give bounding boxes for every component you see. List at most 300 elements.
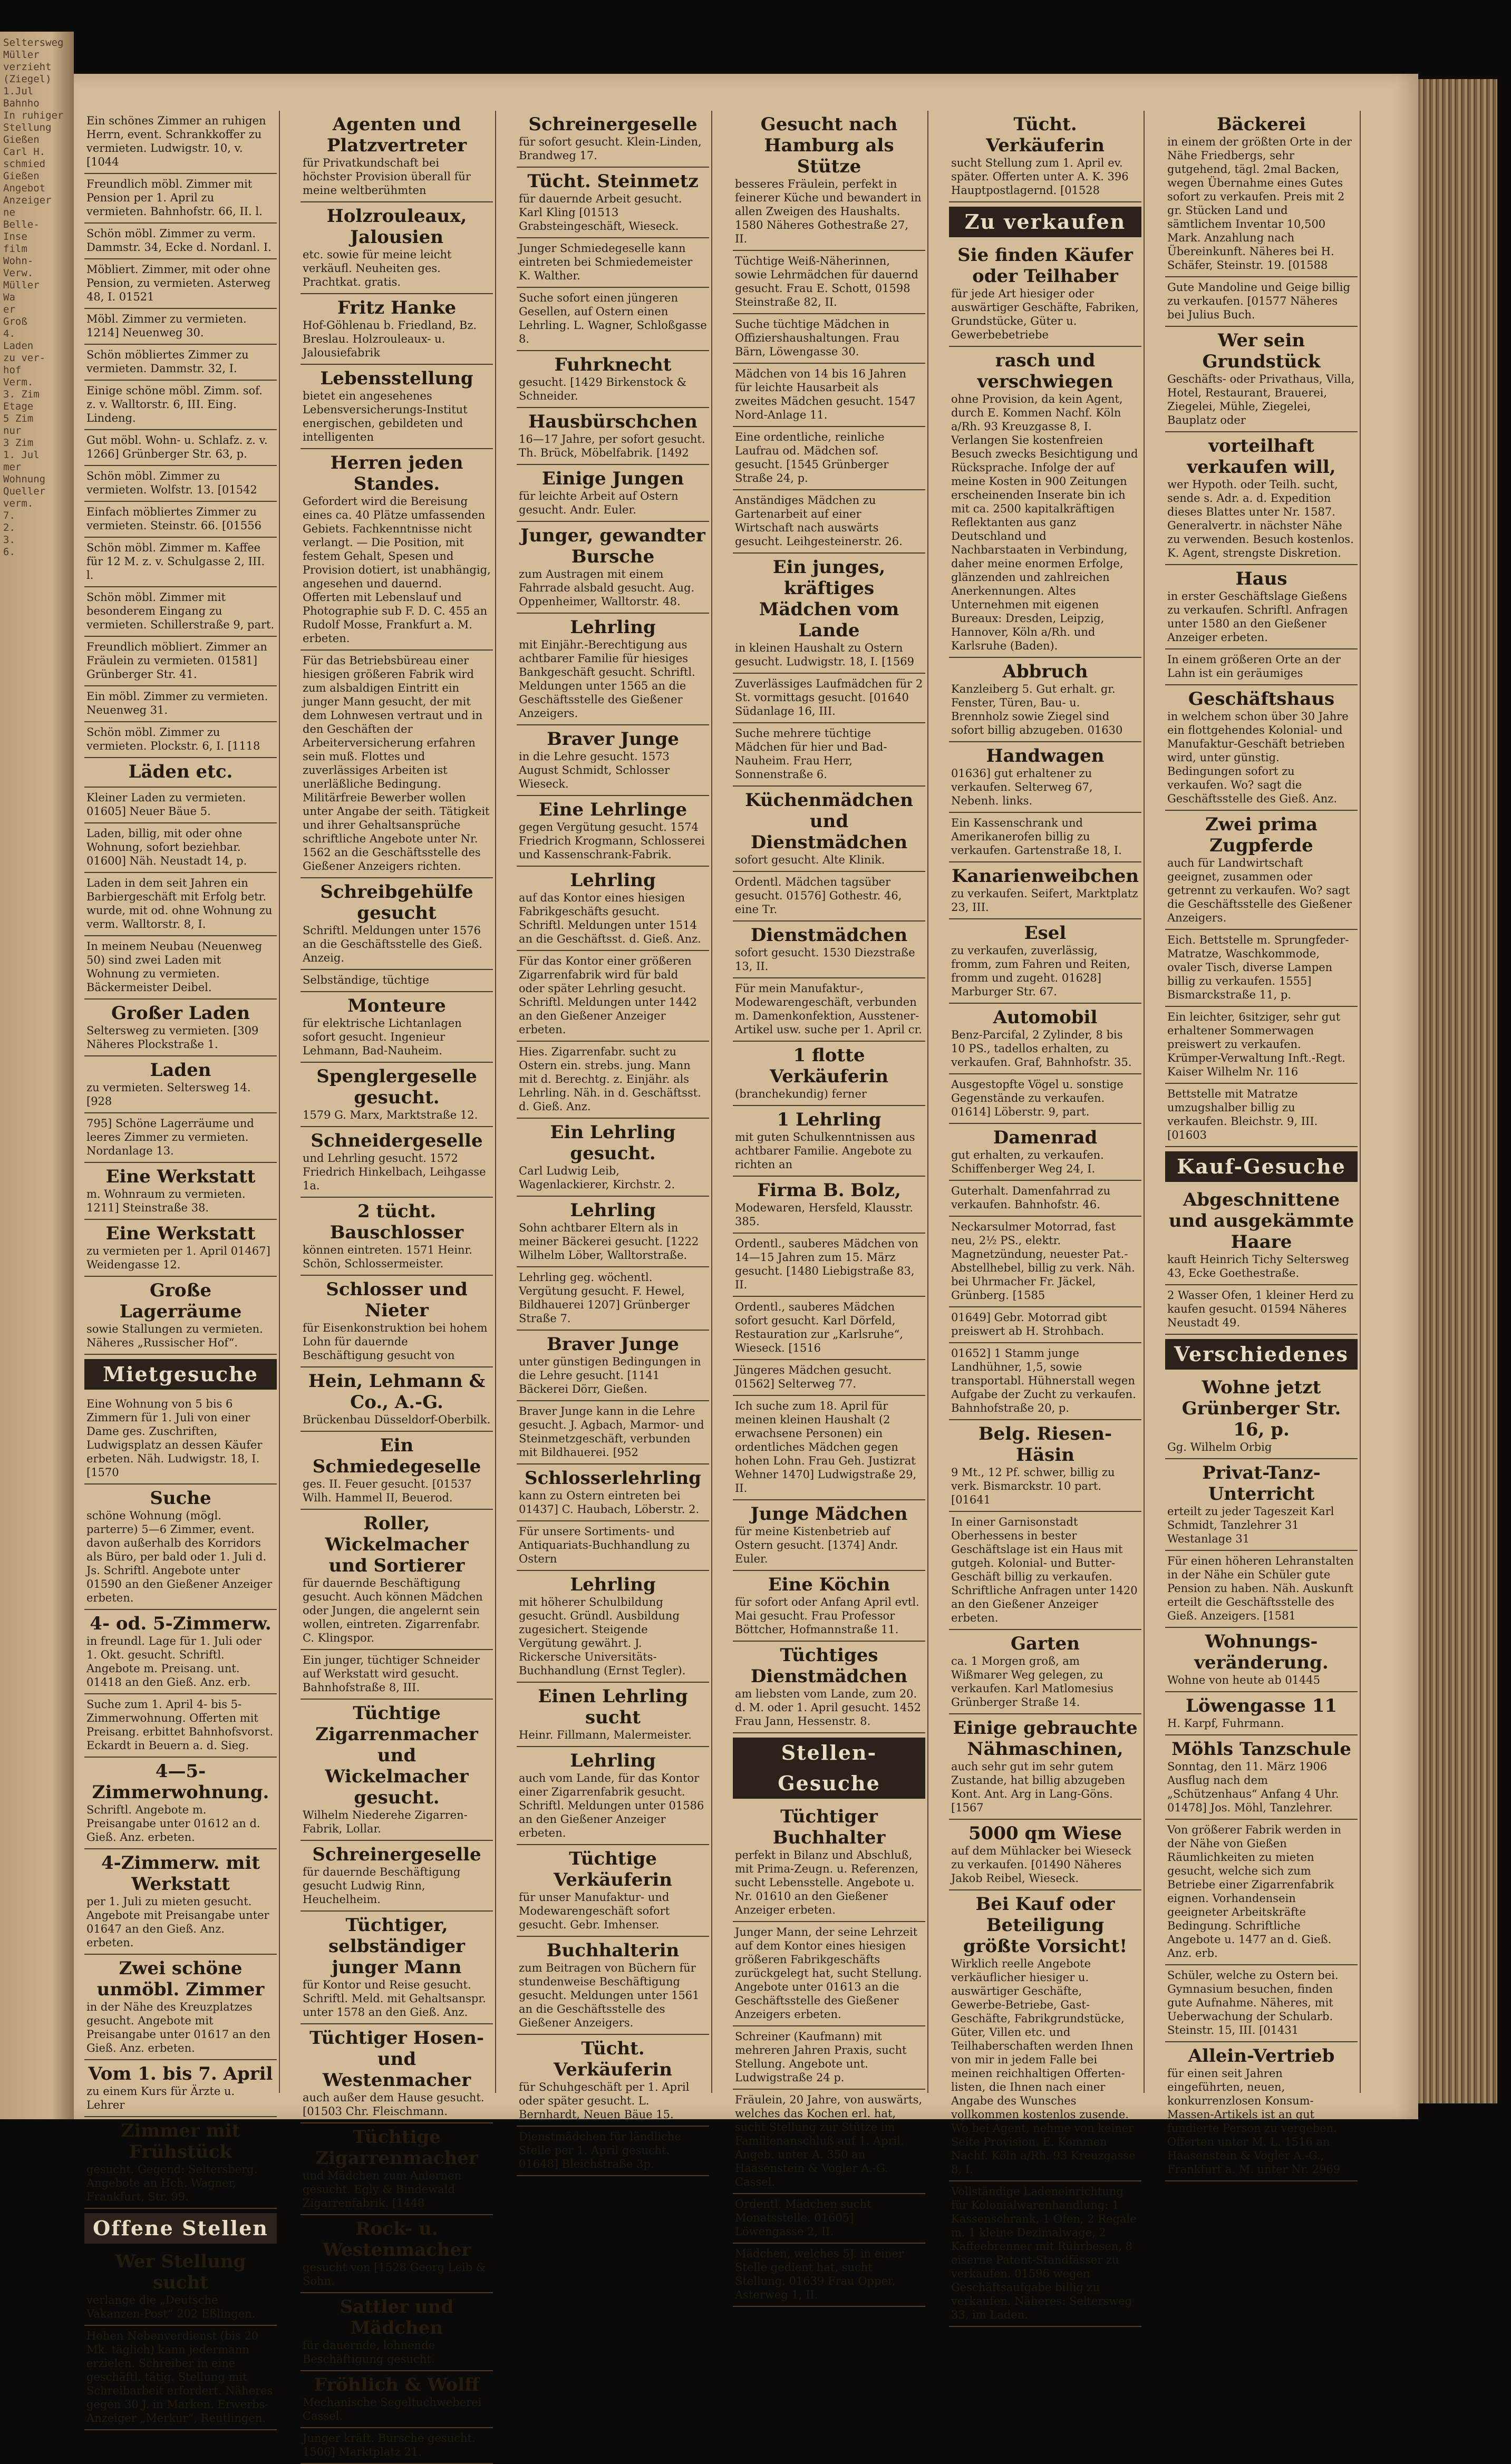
ad-headline: Lehrling [570,870,656,891]
classified-ad [949,1074,1141,1124]
previous-page-edge [0,32,74,2119]
ad-text: Benz-Parcifal, 2 Zylinder, 8 bis 10 PS., tadellos erhalten, zu verkaufen. Graf, Bahnhofstr. 35. [951,1029,1132,1069]
classified-ad [733,872,925,921]
ad-text: zu vermieten. Seltersweg 14. [928 [86,1081,251,1108]
ad-headline: Tücht. Steinmetz [527,171,699,192]
ad-headline: Schneidergeselle [311,1130,483,1151]
ad-text: Eich. Bettstelle m. Sprungfeder-Matratze, Waschkommode, ovaler Tisch, diverse Lampen billig zu verkaufen. 1555] Bismarckstraße 11, p. [1167,934,1349,1001]
ad-headline: Damenrad [993,1127,1098,1148]
classified-ad [301,1367,493,1432]
ad-text: mit Einjähr.-Berechtigung aus achtbarer Familie für hiesiges Bankgeschäft gesucht. Schriftl. Meldungen unter 1565 an die Geschäftsstelle des Gießener Anzeigers. [519,638,695,720]
ad-headline: Laden [150,1060,211,1081]
ad-headline: 5000 qm Wiese [968,1823,1122,1844]
classified-ad [1165,685,1358,811]
ad-headline: Einige gebrauchte Nähmaschinen, [953,1718,1138,1760]
classified-ad [949,1630,1141,1714]
classified-ad [1165,432,1358,565]
ad-headline: Zwei schöne unmöbl. Zimmer [96,1958,265,2000]
ad-text: Sohn achtbarer Eltern als in meiner Bäckerei gesucht. [1222 Wilhelm Löber, Walltorstraße. [519,1221,699,1262]
ad-text: Junger kräft. Bursche gesucht. 1506] Marktplatz 21. [303,2432,476,2458]
ad-headline: Firma B. Bolz, [757,1180,901,1201]
classified-ad [84,538,277,587]
classified-ad [517,2127,709,2176]
ad-text: Mädchen von 14 bis 16 Jahren für leichte Hausarbeit als zweites Mädchen gesucht. 1547 Nord-Anlage 11. [735,367,916,421]
classified-ad [84,2326,277,2430]
classified-ad [301,1127,493,1198]
classified-ad [517,1267,709,1331]
ad-headline: Tüchtiges Dienstmädchen [750,1645,908,1687]
classified-ad [517,1119,709,1197]
column-5 [949,111,1141,2321]
ad-headline: Großer Laden [111,1003,250,1024]
ad-text: für Schuhgeschäft per 1. April oder später gesucht. L. Bernhardt, Neuen Bäue 15. [519,2081,690,2121]
classified-ad [517,1331,709,1401]
ad-text: Von größerer Fabrik werden in der Nähe von Gießen Räumlichkeiten zu mieten gesucht, welche sich zum Betriebe einer Zigarrenfabrik eignen. Vorhandensein geeigneter Arbeitskräfte Bedingung. Schriftliche Angebote u. 1477 an d. Gieß. Anz. erb. [1167,1823,1341,1959]
classified-ad [1165,1820,1358,1965]
classified-ad [301,1276,493,1367]
classified-ad [84,722,277,758]
ad-headline: Einige Jungen [541,468,684,489]
classified-ad [84,1758,277,1849]
ad-text: Guterhalt. Damenfahrrad zu verkaufen. Bahnhofstr. 46. [951,1185,1111,1211]
ad-text: Junger Mann, der seine Lehrzeit auf dem Kontor eines hiesigen größeren Fabrikgeschäfts zurückgelegt hat, sucht Stellung. Angebote unter 01613 an die Geschäftsstelle des Gießener Anzeigers erbeten. [735,1926,922,2021]
section-banner: Stellen-Gesuche [733,1738,925,1799]
ad-headline: Sie finden Käufer oder Teilhaber [957,245,1133,287]
ad-text: für einen seit Jahren eingeführten, neuen, konkurrenzlosen Konsum-Massen-Artikels ist an gut fundierte Person zu vergeben. Offerten unter M. L. 1516 an Haasenstein & Vogler A.-G., Frankfurt a. M. unter Nr. 2969 [1167,2067,1341,2176]
ad-text: Möbliert. Zimmer, mit oder ohne Pension, zu vermieten. Asterweg 48, I. 01521 [86,263,271,303]
classified-ad [84,224,277,259]
ad-headline: Schlosser und Nieter [326,1279,468,1321]
ad-headline: Automobil [993,1007,1098,1028]
classified-ad [949,1714,1141,1820]
ad-text: Schön möbl. Zimmer mit besonderem Eingang zu vermieten. Schillerstraße 9, part. [86,591,275,631]
ad-text: ges. II. Feuer gesucht. [01537 Wilh. Hammel II, Beuerod. [303,1478,472,1504]
classified-ad [1165,111,1358,277]
ad-text: kauft Heinrich Tichy Seltersweg 43, Ecke Goethestraße. [1167,1253,1349,1279]
ad-headline: Roller, Wickelmacher und Sortierer [325,1513,469,1576]
ad-text: Hohen Nebenverdienst (bis 20 Mk. täglich) kann jedermann erzielen. Schreiber in eine geschäftl. tätig. Stellung mit Schreibarbeit erfordert. Näheres gegen 30 J. in Marken. Erwerbs-Anzeiger „Merkur“, Reutlingen. [86,2330,273,2424]
ad-text: sucht Stellung zum 1. April ev. später. Offerten unter A. K. 396 Hauptpostlagernd. [01528 [951,157,1129,197]
classified-ad [1165,277,1358,327]
section-banner: Kauf-Gesuche [1165,1151,1358,1182]
ad-headline: Tüchtiger Buchhalter [772,1806,886,1848]
ad-headline: Lebensstellung [320,368,473,389]
classified-ad [949,742,1141,813]
ad-text: Brückenbau Düsseldorf-Oberbilk. [303,1413,491,1426]
classified-ad [517,465,709,522]
classified-ad [84,111,277,174]
ad-text: Schriftl. Angebote m. Preisangabe unter 01612 an d. Gieß. Anz. erbeten. [86,1803,260,1844]
classified-ad [733,2194,925,2244]
ad-text: Ein schönes Zimmer an ruhigen Herrn, event. Schrankkoffer zu vermieten. Ludwigstr. 10, v. [1044 [86,114,266,168]
section-banner: Mietgesuche [84,1359,277,1390]
ad-text: Ordentl. Mädchen tagsüber gesucht. 01576] Gothestr. 46, eine Tr. [735,876,902,916]
ad-text: und Lehrling gesucht. 1572 Friedrich Hinkelbach, Leihgasse 1a. [303,1152,486,1192]
classified-ad [949,241,1141,347]
classified-ad [517,1197,709,1267]
ad-text: Selbständige, tüchtige [303,974,429,986]
ad-text: etc. sowie für meine leicht verkäufl. Neuheiten ges. Prachtkat. gratis. [303,248,452,288]
ad-text: Schüler, welche zu Ostern bei. Gymnasium besuchen, finden gute Aufnahme. Näheres, mit Ueberwachung der Schularb. Steinstr. 15, III. [01431 [1167,1969,1339,2036]
classified-ad [733,723,925,787]
classified-ad [733,111,925,251]
ad-text: Laden, billig, mit oder ohne Wohnung, sofort beziehbar. 01600] Näh. Neustadt 14, p. [86,827,247,867]
ad-headline: Braver Junge [547,1334,679,1355]
ad-text: mit höherer Schulbildung gesucht. Gründl. Ausbildung zugesichert. Steigende Vergütung gewährt. J. Rickersche Universitäts-Buchhandlung (Ernst Tegler). [519,1596,686,1677]
ad-text: m. Wohnraum zu vermieten. 1211] Steinstraße 38. [86,1188,246,1214]
classified-ad [733,2090,925,2194]
ad-headline: rasch und verschwiegen [977,350,1113,392]
classified-ad [517,168,709,238]
classified-ad [517,288,709,351]
classified-ad [301,111,493,202]
classified-ad [301,365,493,449]
ad-headline: Braver Junge [547,729,679,750]
ad-headline: 4-Zimmerw. mit Werkstatt [101,1852,260,1895]
ad-text: Seltersweg zu vermieten. [309 Näheres Plockstraße 1. [86,1024,259,1051]
classified-ad [949,1004,1141,1074]
ad-text: In meinem Neubau (Neuenweg 50) sind zwei Laden mit Wohnung zu vermieten. Bäckermeister Deibel. [86,940,262,994]
ad-headline: Zimmer mit Frühstück [121,2120,240,2162]
ad-text: für jede Art hiesiger oder auswärtiger Geschäfte, Fabriken, Grundstücke, Güter u. Gewerbebetriebe [951,287,1139,341]
ad-text: Suche sofort einen jüngeren Gesellen, auf Ostern einen Lehrling. L. Wagner, Schloßgasse 8. [519,292,707,345]
ad-text: Freundlich möbl. Zimmer mit Pension per 1. April zu vermieten. Bahnhofstr. 66, II. l. [86,178,263,218]
classified-ad [84,2248,277,2326]
ad-text: Einfach möbliertes Zimmer zu vermieten. Steinstr. 66. [01556 [86,506,261,532]
ad-text: wer Hypoth. oder Teilh. sucht, sende s. Adr. a. d. Expedition dieses Blattes unter Nr. 1587. Generalvertr. in nächster Nähe zu verwenden. Besuch kostenlos. K. Agent, strengste Diskretion. [1167,478,1354,559]
ad-text: Schriftl. Meldungen unter 1576 an die Geschäftsstelle des Gieß. Anzeig. [303,924,482,964]
ad-text: unter günstigen Bedingungen in die Lehre gesucht. [1141 Bäckerei Dörr, Gießen. [519,1355,701,1395]
classified-ad [517,1747,709,1845]
ad-text: In einem größeren Orte an der Lahn ist ein geräumiges [1167,653,1341,680]
classified-ad [733,2244,925,2307]
ad-headline: Große Lagerräume [119,1280,242,1322]
ad-text: Kanzleiberg 5. Gut erhalt. gr. Fenster, Türen, Bau- u. Brennholz sowie Ziegel sind sofort billig abzugeben. 01630 [951,683,1123,736]
classified-ad [1165,1459,1358,1551]
ad-text: auch außer dem Hause gesucht. [01503 Chr. Fleischmann. [303,2091,485,2118]
ad-headline: Kanarienweibchen [952,866,1139,887]
ad-headline: Lehrling [570,1574,656,1595]
classified-ad [517,111,709,168]
ad-headline: Spenglergeselle gesucht. [316,1066,477,1108]
classified-ad [517,522,709,614]
ad-text: 2 Wasser Ofen, 1 kleiner Herd zu kaufen gesucht. 01594 Näheres Neustadt 49. [1167,1289,1354,1329]
classified-ad [84,1113,277,1163]
ad-headline: Garten [1010,1633,1080,1654]
ad-headline: Wer Stellung sucht [115,2251,246,2293]
classified-ad [84,686,277,722]
ad-text: Schön möbl. Zimmer m. Kaffee für 12 M. z. v. Schulgasse 2, III. l. [86,541,265,581]
ad-headline: Suche [150,1488,211,1509]
ad-text: auf das Kontor eines hiesigen Fabrikgeschäfts gesucht. Schriftl. Meldungen unter 1514 an die Geschäftsst. d. Gieß. Anz. [519,891,701,945]
ad-headline: Ein Schmiedegeselle [312,1435,481,1477]
section-banner: Zu verkaufen [949,207,1141,237]
classified-ad [301,992,493,1063]
ad-text: Schön möbliertes Zimmer zu vermieten. Dammstr. 32, I. [86,348,249,375]
classified-ad [301,1700,493,1841]
classified-ad [517,614,709,725]
classified-ad [1165,327,1358,432]
ad-headline: Hausbürschchen [528,411,698,432]
classified-ad [733,554,925,674]
classified-ad [301,2428,493,2464]
classified-ad [84,873,277,936]
classified-ad [1165,1735,1358,1820]
ad-text: Laden in dem seit Jahren ein Barbiergeschäft mit Erfolg betr. wurde, mit od. ohne Wohnung zu verm. Walltorstr. 8, I. [86,877,273,930]
ad-text: sowie Stallungen zu vermieten. Näheres „Russischer Hof“. [86,1323,263,1349]
classified-ad [301,970,493,992]
classified-ad [733,1177,925,1234]
ad-text: In einer Garnisonstadt Oberhessens in bester Geschäftslage ist ein Haus mit gutgeh. Kolonial- und Butter-Geschäft billig zu verkaufen. Schriftliche Anfragen unter 1420 an den Gießener Anzeiger erbeten. [951,1516,1138,1624]
classified-ad [1165,649,1358,685]
previous-page-fragments: Seltersweg Müller verzieht (Ziegel) 1.Jul Bahnho In ruhiger Stellung Gießen Carl H. schmied Gießen Angebot Anzeiger ne Belle- Inse film Wohn- Verw. Müller Wa er Groß 4. Laden zu ver- hof Verm. 3. Zim Etage 5 Zim nur 3 Zim 1. Jul mer Wohnung Queller verm. 7. 2. 3. 6. [3,37,64,558]
classified-ad [733,1106,925,1177]
ad-headline: Tüchtige Verkäuferin [554,1848,672,1890]
ad-text: Modewaren, Hersfeld, Klausstr. 385. [735,1201,913,1228]
ad-text: Ein möbl. Zimmer zu vermieten. Neuenweg 31. [86,690,268,716]
classified-ad [1165,1692,1358,1735]
ad-text: Gute Mandoline und Geige billig zu verkaufen. [01577 Näheres bei Julius Buch. [1167,281,1350,321]
ad-headline: Buchhalterin [546,1940,680,1961]
ad-text: Kleiner Laden zu vermieten. 01605] Neuer Bäue 5. [86,791,246,818]
classified-ad [949,1890,1141,2181]
ad-text: für dauernde Arbeit gesucht. Karl Kling [01513 Grabsteingeschäft, Wieseck. [519,192,682,232]
classified-ad [733,674,925,723]
classified-ad [949,813,1141,862]
ad-headline: Privat-Tanz-Unterricht [1202,1462,1321,1505]
ad-text: gesucht von [1528 Georg Leib & Sohn. [303,2261,486,2287]
classified-ad [949,1181,1141,1217]
ad-text: für leichte Arbeit auf Ostern gesucht. Andr. Euler. [519,490,679,516]
ad-text: Braver Junge kann in die Lehre gesucht. J. Agbach, Marmor- und Steinmetzgeschäft, verbunden mit Bildhauerei. [952 [519,1405,704,1459]
classified-ad [949,1217,1141,1307]
ad-text: für dauernde Beschäftigung gesucht Ludwig Rinn, Heuchelheim. [303,1866,461,1906]
ad-text: Schön möbl. Zimmer zu vermieten. Plockstr. 6, I. [1118 [86,726,260,752]
ad-text: für sofort oder Anfang April evtl. Mai gesucht. Frau Professor Böttcher, Hofmannstraße 11. [735,1596,919,1636]
ad-headline: Sattler und Mädchen [340,2296,454,2339]
ad-text: Ordentl., sauberes Mädchen von 14—15 Jahren zum 15. März gesucht. [1480 Liebigstraße 83, II. [735,1237,918,1291]
classified-ad [733,1297,925,1360]
ad-text: zum Beitragen von Büchern für stundenweise Beschäftigung gesucht. Meldungen unter 1561 an die Geschäftsstelle des Gießener Anzeigers. [519,1962,700,2029]
classified-ad [84,1394,277,1485]
ad-headline: Abbruch [1002,661,1088,682]
ad-text: 16—17 Jahre, per sofort gesucht. Th. Brück, Möbelfabrik. [1492 [519,433,705,459]
ad-text: Eine Wohnung von 5 bis 6 Zimmern für 1. Juli von einer Dame ges. Zuschriften, Ludwigsplatz an dessen Käufer erbeten. Näh. Ludwigstr. 18, I. [1570 [86,1398,263,1479]
classified-ad [84,1849,277,1955]
ad-text: Schön möbl. Zimmer zu vermieten. Wolfstr. 13. [01542 [86,470,257,496]
classified-ad [517,1464,709,1521]
ad-headline: Fröhlich & Wolff [314,2374,480,2395]
classified-ad [301,449,493,651]
ad-headline: Gesucht nach Hamburg als Stütze [760,114,898,177]
column-3 [517,111,709,2170]
classified-ad [733,251,925,314]
ad-text: ca. 1 Morgen groß, am Wißmarer Weg gelegen, zu verkaufen. Karl Matlomesius Grünberger Straße 14. [951,1655,1113,1709]
classified-ad [517,408,709,465]
ad-headline: Hein, Lehmann & Co., A.-G. [308,1371,486,1413]
ad-text: Suche tüchtige Mädchen in Offiziershaushaltungen. Frau Bärn, Löwengasse 30. [735,318,899,358]
classified-ad [733,921,925,978]
classified-ad [84,309,277,345]
ad-text: auch für Landwirtschaft geeignet, zusammen oder getrennt zu verkaufen. Wo? sagt die Geschäftsstelle des Gießener Anzeigers. [1167,857,1352,924]
classified-ad [517,796,709,867]
classified-ad [84,259,277,309]
newspaper-page [74,74,1418,2458]
ad-text: auch vom Lande, für das Kontor einer Zigarrenfabrik gesucht. Schriftl. Meldungen unter 01586 an den Gießener Anzeiger erbeten. [519,1772,704,1839]
ad-text: in erster Geschäftslage Gießens zu verkaufen. Schriftl. Anfragen unter 1580 an den Gießener Anzeiger erbeten. [1167,590,1348,644]
classified-ad [301,294,493,365]
ad-headline: Tücht. Verkäuferin [986,114,1105,156]
ad-headline: Haus [1235,568,1287,589]
classified-ad [517,951,709,1042]
ad-text: für meine Kistenbetrieb auf Ostern gesucht. [1374] Andr. Euler. [735,1525,898,1565]
classified-ad [84,758,277,788]
ad-text: zu vermieten per 1. April 01467] Weidengasse 12. [86,1245,270,1271]
classified-ad [1165,1628,1358,1692]
ad-text: in der Nähe des Kreuzplatzes gesucht. Angebote mit Preisangabe unter 01617 an den Gieß. Anz. erbeten. [86,2001,270,2054]
classified-ad [733,364,925,427]
ad-text: besseres Fräulein, perfekt in feinerer Küche und bewandert in allen Zweigen des Haushalts. 1580 Näheres Gothestraße 27, II. [735,178,922,245]
classified-ad [84,381,277,430]
classified-ad [1165,1551,1358,1628]
classified-ad [517,1401,709,1464]
ad-text: in die Lehre gesucht. 1573 August Schmidt, Schlosser Wieseck. [519,750,670,790]
ad-headline: Löwengasse 11 [1185,1695,1338,1716]
classified-ad [517,238,709,288]
ad-text: mit guten Schulkenntnissen aus achtbarer Familie. Angebote zu richten an [735,1131,915,1171]
ad-text: sofort gesucht. 1530 Diezstraße 13, II. [735,946,915,973]
classified-ad [517,1937,709,2035]
ad-text: Einige schöne möbl. Zimm. sof. z. v. Walltorstr. 6, III. Eing. Lindeng. [86,384,263,424]
classified-ad [301,2215,493,2293]
ad-text: auf dem Mühlacker bei Wieseck zu verkaufen. [01490 Näheres Jakob Reibel, Wieseck. [951,1845,1131,1885]
ad-headline: Esel [1024,923,1067,944]
ad-headline: Handwagen [986,745,1105,767]
ad-headline: Eine Lehrlinge [538,799,687,820]
ad-headline: Junger, gewandter Bursche [520,525,705,567]
ad-text: Carl Ludwig Leib, Wagenlackierer, Kirchstr. 2. [519,1165,675,1191]
ad-text: Dienstmädchen für ländliche Stelle per 1. April gesucht. 01648] Bleichstraße 3p. [519,2130,681,2170]
ad-text: Gut möbl. Wohn- u. Schlafz. z. v. 1266] Grünberger Str. 63, p. [86,434,268,460]
ad-text: Fräulein, 20 Jahre, von auswärts, welches das Kochen erl. hat, sucht Stellung zur Stütze im Familienanschluß auf 1. April. Angeb. unter A. 350 an Haasenstein & Vogler A.-G. Cassel. [735,2093,923,2188]
classified-ad [301,1912,493,2024]
ad-headline: Zwei prima Zugpferde [1205,814,1318,856]
ad-text: und Mädchen zum Anlernen gesucht. Egly & Bindewald Zigarrenfabrik. [1448 [303,2169,462,2209]
ad-headline: Ein junges, kräftiges Mädchen vom Lande [759,557,899,641]
classified-ad [301,2024,493,2123]
ad-text: für Privatkundschaft bei höchster Provision überall für meine weltberühmten [303,157,471,197]
ad-headline: Tüchtige Zigarrenmacher [315,2127,478,2169]
classified-ad [1165,811,1358,930]
ad-text: perfekt in Bilanz und Abschluß, mit Prima-Zeugn. u. Referenzen, sucht Lebensstelle. Angebote u. Nr. 01610 an den Gießener Anzeiger erbeten. [735,1849,919,1916]
ad-text: Ich suche zum 18. April für meinen kleinen Haushalt (2 erwachsene Personen) ein ordentliches Mädchen gegen hohen Lohn. Frau Geh. Justizrat Wehner 1470] Ludwigstraße 29, II. [735,1400,917,1495]
ad-text: zu verkaufen, zuverlässig, fromm, zum Fahren und Reiten, fromm und zugeht. 01628] Marburger Str. 67. [951,944,1130,998]
ad-text: für Kontor und Reise gesucht. Schriftl. Meld. mit Gehaltsanspr. unter 1578 an den Gieß. Anz. [303,1978,486,2019]
classified-ad [1165,930,1358,1007]
classified-ad [84,1000,277,1056]
ad-headline: Dienstmädchen [750,925,908,946]
ad-headline: Wohnungs-veränderung. [1194,1631,1329,1673]
ad-text: Neckarsulmer Motorrad, fast neu, 2½ PS., elektr. Magnetzündung, neuester Pat.-Abstellhebel, billig zu verk. Näh. bei Uhrmacher Fr. Jäckel, Grünberg. [1585 [951,1220,1135,1302]
ad-headline: Fuhrknecht [554,354,672,375]
ad-text: Junger Schmiedegeselle kann eintreten bei Schmiedemeister K. Walther. [519,242,693,282]
ad-text: Geschäfts- oder Privathaus, Villa, Hotel, Restaurant, Brauerei, Ziegelei, Mühle, Ziegelei, Bauplatz oder [1167,373,1355,426]
classified-ad [733,1642,925,1733]
ad-text: Suche mehrere tüchtige Mädchen für hier und Bad-Nauheim. Frau Herr, Sonnenstraße 6. [735,727,887,781]
classified-ad [733,1042,925,1106]
ad-text: Ordentl. Mädchen sucht Monatsstelle. 01605] Löwengasse 2, II. [735,2198,871,2238]
ad-text: Schön möbl. Zimmer zu verm. Dammstr. 34, Ecke d. Nordanl. I. [86,227,272,254]
ad-text: für Eisenkonstruktion bei hohem Lohn für dauernde Beschäftigung gesucht von [303,1322,488,1362]
classified-ad [949,862,1141,919]
classified-ad [949,919,1141,1004]
ad-text: gegen Vergütung gesucht. 1574 Friedrich Krogmann, Schlosserei und Kassenschrank-Fabrik. [519,821,705,861]
ad-text: Wohne von heute ab 01445 [1167,1674,1321,1686]
ad-headline: Möhls Tanzschule [1171,1739,1351,1760]
classified-ad [1165,1285,1358,1335]
ad-headline: 1 Lehrling [777,1109,882,1130]
ad-text: 01636] gut erhaltener zu verkaufen. Selterweg 67, Nebenh. links. [951,767,1093,807]
ad-headline: Junge Mädchen [750,1503,908,1525]
ad-headline: Tüchtiger, selbständiger junger Mann [328,1915,466,1978]
ad-headline: Eine Werkstatt [105,1223,256,1244]
ad-text: Freundlich möbliert. Zimmer an Fräulein zu vermieten. 01581] Grünberger Str. 41. [86,641,267,681]
classified-ad [733,978,925,1042]
classified-ad [301,2123,493,2215]
ad-text: Zuverlässiges Laufmädchen für 2 St. vormittags gesucht. [01640 Südanlage 16, III. [735,677,923,717]
ad-text: in freundl. Lage für 1. Juli oder 1. Okt. gesucht. Schriftl. Angebote m. Preisang. unt. 01418 an den Gieß. Anz. erb. [86,1635,262,1689]
ad-headline: Lehrling [570,617,656,638]
classified-ad [84,1610,277,1694]
ad-text: Für das Kontor einer größeren Zigarrenfabrik wird für bald oder später Lehrling gesucht. Schriftl. Meldungen unter 1442 an den Gießener Anzeiger erbeten. [519,955,697,1036]
ad-text: zum Austragen mit einem Fahrrade alsbald gesucht. Aug. Oppenheimer, Walltorstr. 48. [519,568,695,608]
ad-text: 9 Mt., 12 Pf. schwer, billig zu verk. Bismarckstr. 10 part. [01641 [951,1466,1115,1506]
classified-ad [517,867,709,951]
ad-text: verlange die „Deutsche Vakanzen-Post“ 202 Eßlingen. [86,2294,256,2320]
ad-headline: 4—5-Zimmerwohnung. [92,1761,269,1803]
ad-text: Jüngeres Mädchen gesucht. 01562] Selterweg 77. [735,1364,892,1390]
ad-headline: Fritz Hanke [337,297,457,318]
ad-text: 01652] 1 Stamm junge Landhühner, 1,5, sowie transportabl. Hühnerstall wegen Aufgabe der Zucht zu verkaufen. Bahnhofstraße 20, p. [951,1347,1136,1414]
classified-ad [301,651,493,878]
ad-headline: Eine Köchin [768,1574,890,1595]
classified-ad [517,2035,709,2127]
classified-ad [84,788,277,823]
ad-text: Schreiner (Kaufmann) mit mehreren Jahren Praxis, sucht Stellung. Angebote unt. Ludwigstraße 24 p. [735,2030,907,2084]
ad-text: Bettstelle mit Matratze umzugshalber billig zu verkaufen. Bleichstr. 9, III. [01603 [1167,1088,1318,1141]
classified-ad [84,502,277,538]
ad-text: schöne Wohnung (mögl. parterre) 5—6 Zimmer, event. davon außerhalb des Korridors als Büro, per bald oder 1. Juli d. Js. Schriftl. Angebote unter 01590 an den Gießener Anzeiger erbeten. [86,1509,273,1604]
column-4 [733,111,925,2301]
ad-headline: Tüchtiger Hosen- und Westenmacher [309,2028,484,2091]
ad-headline: Abgeschnittene und ausgekämmte Haare [1168,1189,1354,1253]
ad-text: Möbl. Zimmer zu vermieten. 1214] Neuenweg 30. [86,313,247,339]
ad-headline: Wer sein Grundstück [1202,330,1321,372]
classified-ad [301,1432,493,1510]
ad-text: Hies. Zigarrenfabr. sucht zu Ostern ein. strebs. jung. Mann mit d. Berechtg. z. Einjähr. als Lehrling. Näh. in d. Geschäftsst. d. Gieß. Anz. [519,1045,701,1113]
classified-ad [84,174,277,224]
classified-ad [949,2181,1141,2327]
classified-ad [84,466,277,502]
classified-ad [84,1220,277,1277]
ad-headline: 4- od. 5-Zimmerw. [90,1613,272,1634]
ad-text: ohne Provision, da kein Agent, durch E. Kommen Nachf. Köln a/Rh. 93 Kreuzgasse 8, I. Verlangen Sie kostenfreien Besuch zwecks Besichtigung und Rücksprache. Infolge der auf meine Kosten in 900 Zeitungen erscheinenden Inserate bin ich mit ca. 2500 kapitalkräftigen Reflektanten aus ganz Deutschland und Nachbarstaaten in Verbindung, daher meine enormen Erfolge, glänzenden und zahlreichen Anerkennungen. Altes Unternehmen mit eigenen Bureaux: Dresden, Leipzig, Hannover, Köln a/Rh. und Karlsruhe (Baden). [951,393,1138,652]
ad-headline: Eine Werkstatt [105,1166,256,1187]
classified-ad [1165,565,1358,649]
classified-ad [1165,1084,1358,1147]
ad-headline: Monteure [347,995,446,1016]
ad-text: für sofort gesucht. Klein-Linden, Brandweg 17. [519,135,702,162]
